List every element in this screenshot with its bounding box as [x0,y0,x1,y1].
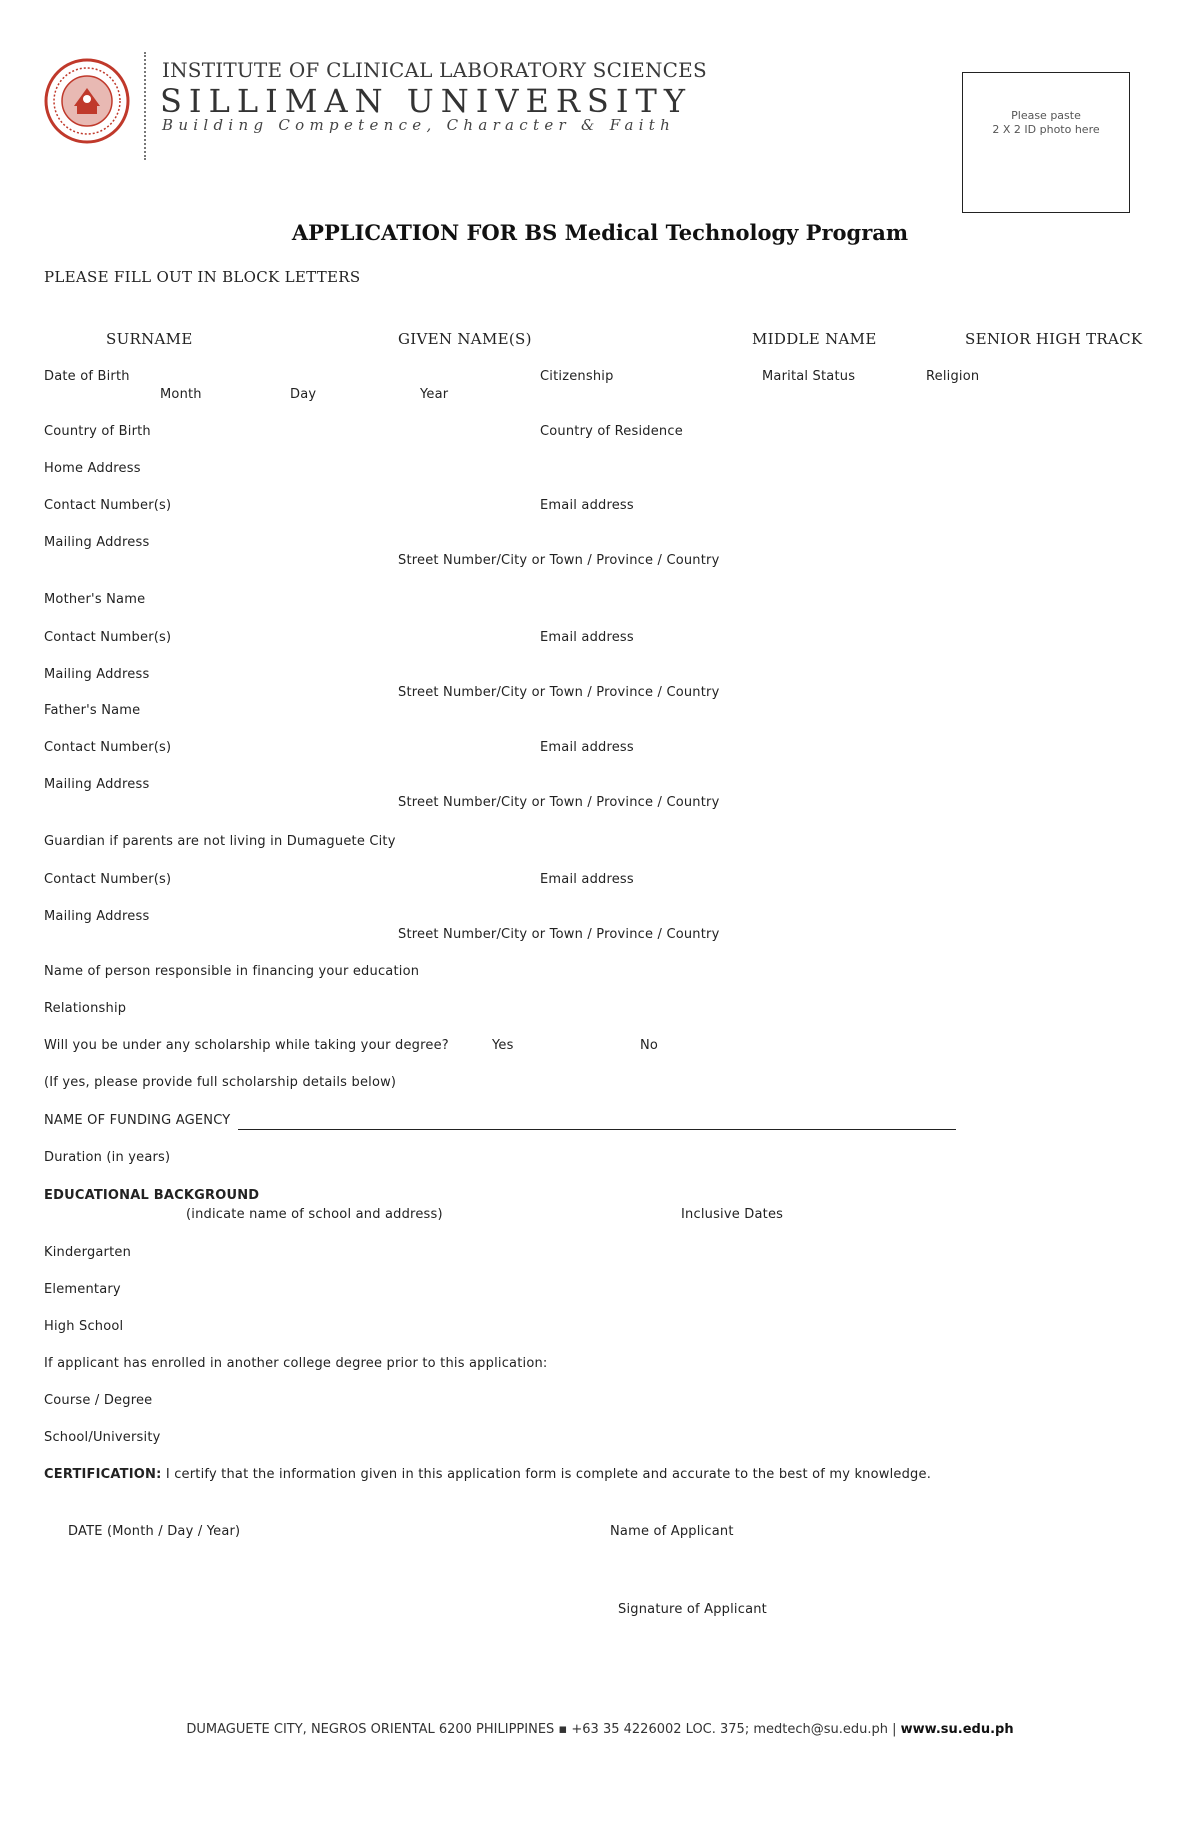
surname-header: SURNAME [106,330,193,348]
duration-label: Duration (in years) [44,1150,171,1165]
scholarship-yes-option[interactable]: Yes [492,1038,514,1053]
country-of-residence-label: Country of Residence [540,424,683,439]
guardian-email-label: Email address [540,872,634,887]
scholarship-question: Will you be under any scholarship while taking your degree? [44,1038,449,1053]
month-label: Month [160,387,202,402]
applicant-contact-label: Contact Number(s) [44,498,172,513]
scholarship-details-note: (If yes, please provide full scholarship details below) [44,1075,397,1090]
education-heading: EDUCATIONAL BACKGROUND [44,1188,260,1203]
school-university-label: School/University [44,1430,161,1445]
photo-instruction-line2: 2 X 2 ID photo here [992,123,1100,136]
inclusive-dates-label: Inclusive Dates [681,1207,784,1222]
applicant-address-format: Street Number/City or Town / Province / Country [398,553,720,568]
kindergarten-label: Kindergarten [44,1245,132,1260]
certification-label: CERTIFICATION: [44,1467,162,1482]
elementary-label: Elementary [44,1282,121,1297]
father-address-format: Street Number/City or Town / Province / Country [398,795,720,810]
prior-college-note: If applicant has enrolled in another college degree prior to this application: [44,1356,548,1371]
year-label: Year [420,387,449,402]
religion-label: Religion [926,369,980,384]
certification-statement [44,1467,931,1482]
footer-address: DUMAGUETE CITY, NEGROS ORIENTAL 6200 PHILIPPINES [186,1722,555,1737]
guardian-address-format: Street Number/City or Town / Province / Country [398,927,720,942]
scholarship-no-option[interactable]: No [640,1038,659,1053]
mother-email-label: Email address [540,630,634,645]
guardian-contact-label: Contact Number(s) [44,872,172,887]
funding-agency-field[interactable] [238,1129,956,1130]
father-email-label: Email address [540,740,634,755]
applicant-signature-label: Signature of Applicant [618,1602,767,1617]
university-seal-logo [44,58,130,144]
university-tagline: Building Competence, Character & Faith [162,116,676,134]
header-divider [144,52,146,160]
relationship-label: Relationship [44,1001,127,1016]
date-label: DATE (Month / Day / Year) [68,1524,241,1539]
mother-mailing-label: Mailing Address [44,667,150,682]
institute-name: INSTITUTE OF CLINICAL LABORATORY SCIENCES [162,58,707,82]
mother-contact-label: Contact Number(s) [44,630,172,645]
footer-contact: +63 35 4226002 LOC. 375; medtech@su.edu.ph | [571,1722,897,1737]
day-label: Day [290,387,317,402]
footer [0,1722,1200,1737]
university-name: SILLIMAN UNIVERSITY [160,82,692,120]
high-school-label: High School [44,1319,124,1334]
photo-instruction [963,109,1129,137]
mothers-name-label: Mother's Name [44,592,146,607]
instruction-text: PLEASE FILL OUT IN BLOCK LETTERS [44,268,361,286]
funding-agency-label: NAME OF FUNDING AGENCY [44,1113,231,1128]
father-contact-label: Contact Number(s) [44,740,172,755]
applicant-email-label: Email address [540,498,634,513]
applicant-mailing-label: Mailing Address [44,535,150,550]
guardian-mailing-label: Mailing Address [44,909,150,924]
given-name-header: GIVEN NAME(S) [398,330,532,348]
footer-website-link[interactable]: www.su.edu.ph [900,1722,1014,1737]
mother-address-format: Street Number/City or Town / Province / Country [398,685,720,700]
id-photo-box[interactable] [962,72,1130,213]
marital-status-label: Marital Status [762,369,856,384]
applicant-name-label: Name of Applicant [610,1524,734,1539]
guardian-label: Guardian if parents are not living in Dumaguete City [44,834,396,849]
certification-text: I certify that the information given in this application form is complete and accurate to the best of my knowledge. [165,1467,932,1482]
citizenship-label: Citizenship [540,369,614,384]
form-title: APPLICATION FOR BS Medical Technology Program [291,220,909,245]
middle-name-header: MIDDLE NAME [752,330,877,348]
fathers-name-label: Father's Name [44,703,141,718]
photo-instruction-line1: Please paste [1011,109,1081,122]
school-name-note: (indicate name of school and address) [186,1207,443,1222]
date-of-birth-label: Date of Birth [44,369,130,384]
course-degree-label: Course / Degree [44,1393,153,1408]
home-address-label: Home Address [44,461,141,476]
footer-bullet: ▪ [558,1722,568,1737]
senior-high-track-header: SENIOR HIGH TRACK [965,330,1143,348]
financing-person-label: Name of person responsible in financing your education [44,964,420,979]
father-mailing-label: Mailing Address [44,777,150,792]
country-of-birth-label: Country of Birth [44,424,151,439]
